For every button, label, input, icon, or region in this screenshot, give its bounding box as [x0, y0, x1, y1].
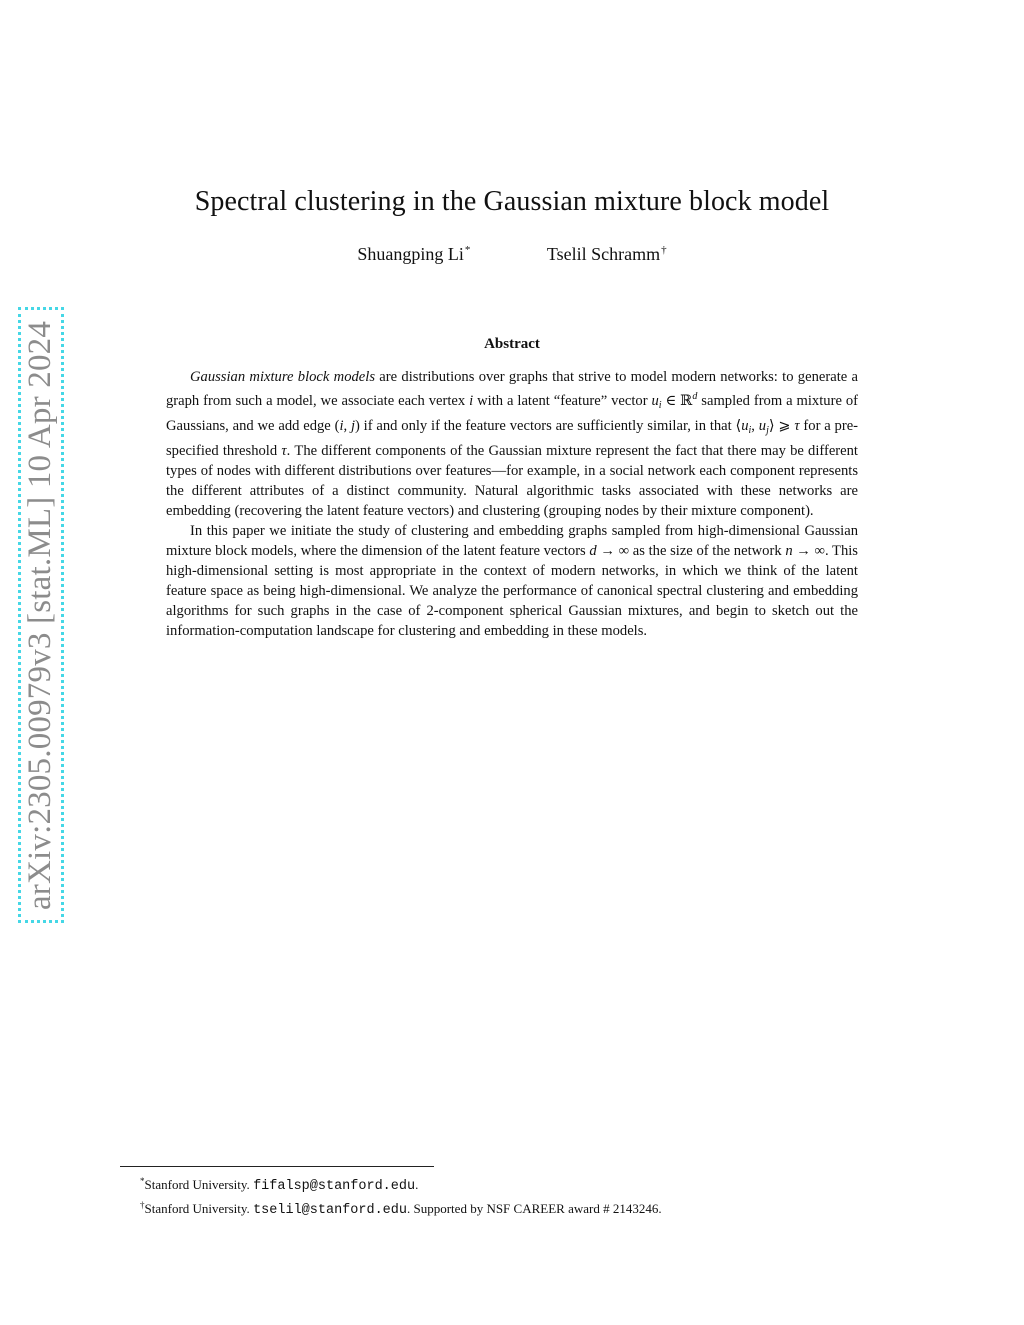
author-1-mark: *	[464, 244, 471, 256]
footnote-2-affiliation: Stanford University.	[144, 1201, 254, 1216]
math-symbol: ∈ ℝ	[661, 393, 693, 409]
author-2-mark: †	[661, 244, 667, 256]
math-var: i, j	[339, 418, 356, 434]
footnote-2-tail: . Supported by NSF CAREER award # 2143246.	[407, 1201, 662, 1216]
abstract-text: . The different components of the Gaussian mixture represent the fact that there may be different types of nodes with different distributions over features—for example, in a social network each component represents the different attributes of a distinct community. Natural algorithmic tasks associated with these networks are embedding (recovering the latent feature vectors) and clustering (grouping nodes by their mixture component).	[166, 443, 858, 519]
abstract-text: with a latent “feature” vector	[473, 393, 652, 409]
footnote-2-email: tselil@stanford.edu	[253, 1203, 407, 1218]
arxiv-identifier: arXiv:2305.00979v3 [stat.ML] 10 Apr 2024	[22, 320, 59, 910]
abstract-text: → ∞ as the size of the network	[596, 543, 786, 559]
footnote-1	[140, 1172, 662, 1196]
footnote-2	[140, 1196, 662, 1220]
math-var: τ	[794, 418, 800, 434]
abstract-text: for a pre-specified threshold	[166, 418, 859, 459]
math-subscript: i	[658, 400, 662, 411]
author-1-name: Shuangping Li	[357, 244, 464, 264]
math-subscript: j	[766, 425, 769, 436]
paper-title: Spectral clustering in the Gaussian mixture block model	[194, 186, 830, 217]
author-list	[0, 244, 1024, 265]
footnote-1-tail: .	[415, 1177, 419, 1192]
abstract-lead-term: Gaussian mixture block models	[190, 369, 376, 385]
math-subscript: i	[748, 425, 752, 436]
abstract-heading: Abstract	[484, 336, 540, 352]
abstract-text: ) if and only if the feature vectors are sufficiently similar, in that ⟨	[355, 418, 742, 434]
footnote-1-affiliation: Stanford University.	[144, 1177, 254, 1192]
author-1	[357, 244, 470, 265]
abstract-text: → ∞. This high-dimensional setting is most appropriate in the context of modern networks, in which we think of the latent feature space as being high-dimensional. We analyze the performance of canonical spectral clustering and embedding algorithms for such graphs in the case of 2-component spherical Gaussian mixtures, and begin to sketch out the information-computation landscape for clustering and embedding in these models.	[166, 543, 858, 639]
abstract-text: ⟩ ⩾	[768, 418, 795, 434]
math-superscript: d	[692, 391, 698, 402]
abstract-paragraph-2	[166, 521, 858, 641]
footnote-1-mark: *	[140, 1176, 145, 1186]
abstract-text: sampled from a mixture of Gaussians, and we add edge (	[166, 393, 858, 434]
footnote-2-mark: †	[140, 1200, 145, 1210]
math-var: u	[758, 418, 767, 434]
math-var: u	[651, 393, 659, 409]
math-var: τ	[281, 443, 287, 459]
footnote-divider	[120, 1166, 434, 1167]
abstract-body	[166, 367, 858, 641]
author-2	[547, 244, 667, 265]
footnotes	[140, 1172, 662, 1220]
math-symbol: ,	[751, 418, 759, 434]
math-var: n	[785, 543, 793, 559]
footnote-1-email: fifalsp@stanford.edu	[253, 1179, 416, 1194]
author-2-name: Tselil Schramm	[546, 244, 661, 264]
math-var: d	[589, 543, 597, 559]
abstract-text: are distributions over graphs that strive to model modern networks: to generate a graph from such a model, we associate each vertex	[166, 369, 858, 409]
math-var: u	[741, 418, 749, 434]
abstract-paragraph-1	[166, 367, 858, 521]
arxiv-stamp	[18, 307, 64, 923]
math-var: i	[469, 393, 474, 409]
abstract-text: In this paper we initiate the study of clustering and embedding graphs sampled from high-dimensional Gaussian mixture block models, where the dimension of the latent feature vectors	[166, 523, 858, 559]
